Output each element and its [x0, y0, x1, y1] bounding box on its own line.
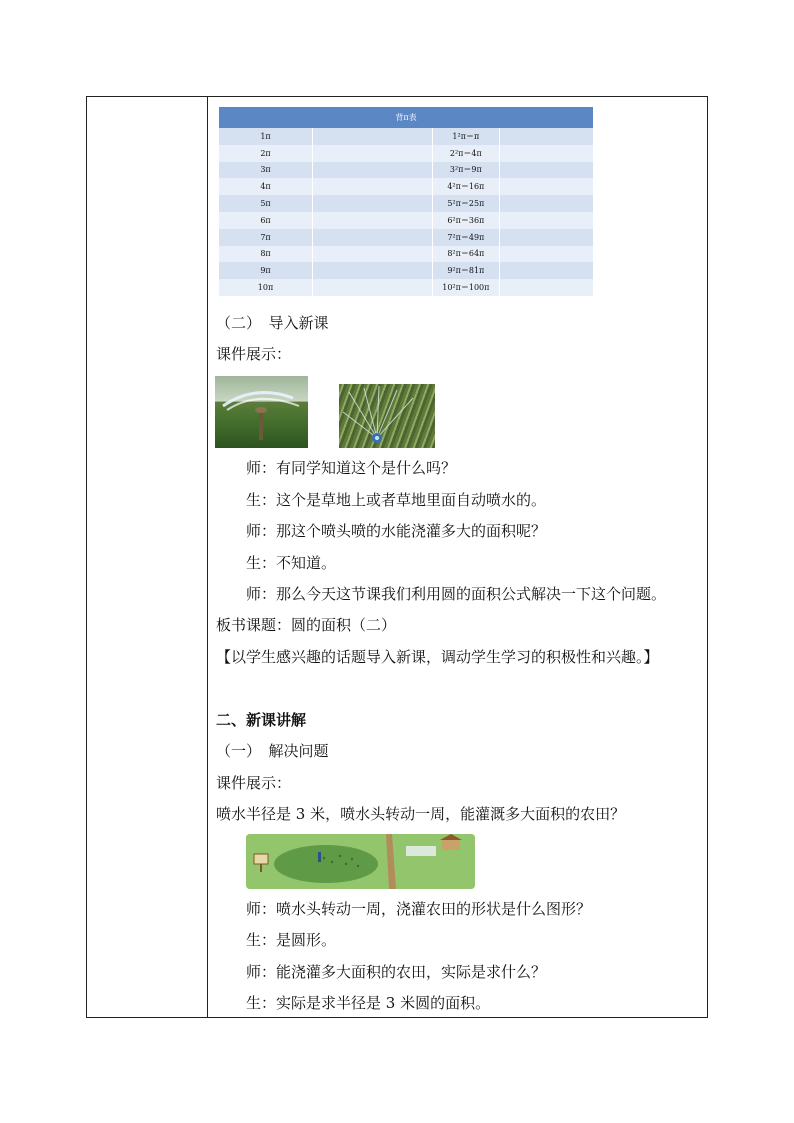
pi-table-row	[219, 212, 593, 229]
pi-empty-cell	[313, 229, 433, 246]
courseware-label-2: 课件展示：	[216, 774, 292, 792]
courseware-label: 课件展示：	[216, 345, 292, 363]
pi-empty-cell	[313, 128, 433, 145]
pi-empty-cell	[313, 246, 433, 263]
pi-table-row	[219, 279, 593, 296]
sprinkler-photo-field	[215, 376, 308, 448]
pi-empty-cell	[313, 279, 433, 296]
dialogue-teacher-3: 师：那么今天这节课我们利用圆的面积公式解决一下这个问题。	[246, 585, 667, 603]
pi-square-cell: 3²π＝9π	[432, 162, 499, 179]
pi-square-cell: 10²π＝100π	[432, 279, 499, 296]
pi-multiple-cell: 5π	[219, 195, 313, 212]
pi-square-cell: 2²π＝4π	[432, 145, 499, 162]
pi-empty-cell	[499, 279, 593, 296]
sprinkler-photo-grass	[339, 384, 435, 448]
pi-empty-cell	[313, 145, 433, 162]
pi-table-row	[219, 178, 593, 195]
dialogue-teacher-2: 师：那这个喷头喷的水能浇灌多大的面积呢？	[246, 522, 547, 540]
pi-square-cell: 1²π＝π	[432, 128, 499, 145]
dialogue-teacher-5: 师：能浇灌多大面积的农田，实际是求什么？	[246, 963, 547, 981]
dialogue-student-2: 生：不知道。	[246, 554, 337, 572]
pi-table-title: 背π表	[219, 107, 593, 128]
pi-table-row	[219, 162, 593, 179]
pi-empty-cell	[313, 195, 433, 212]
pi-square-cell: 4²π＝16π	[432, 178, 499, 195]
dialogue-student-1: 生：这个是草地上或者草地里面自动喷水的。	[246, 491, 547, 509]
pi-table-row	[219, 246, 593, 263]
pi-empty-cell	[313, 212, 433, 229]
pi-multiple-cell: 10π	[219, 279, 313, 296]
design-note: 【以学生感兴趣的话题导入新课，调动学生学习的积极性和兴趣。】	[216, 648, 659, 666]
pi-multiple-cell: 4π	[219, 178, 313, 195]
pi-table-row	[219, 195, 593, 212]
board-title: 板书课题：圆的面积（二）	[216, 616, 397, 634]
pi-table-row	[219, 262, 593, 279]
pi-empty-cell	[499, 128, 593, 145]
pi-multiple-cell: 8π	[219, 246, 313, 263]
pi-multiple-cell: 6π	[219, 212, 313, 229]
pi-multiple-cell: 2π	[219, 145, 313, 162]
pi-table	[219, 107, 593, 296]
pi-empty-cell	[499, 195, 593, 212]
dialogue-student-3: 生：是圆形。	[246, 931, 337, 949]
pi-multiple-cell: 1π	[219, 128, 313, 145]
pi-square-cell: 9²π＝81π	[432, 262, 499, 279]
problem-statement: 喷水半径是 3 米，喷水头转动一周，能灌溉多大面积的农田？	[216, 805, 626, 823]
pi-empty-cell	[499, 145, 593, 162]
pi-square-cell: 5²π＝25π	[432, 195, 499, 212]
pi-empty-cell	[499, 178, 593, 195]
pi-multiple-cell: 9π	[219, 262, 313, 279]
column-divider	[207, 97, 208, 1017]
pi-empty-cell	[499, 162, 593, 179]
pi-empty-cell	[499, 262, 593, 279]
pi-empty-cell	[313, 262, 433, 279]
section-heading-new-lesson: 二、新课讲解	[216, 711, 307, 729]
dialogue-student-4: 生：实际是求半径是 3 米圆的面积。	[246, 994, 491, 1012]
dialogue-teacher-4: 师：喷水头转动一周，浇灌农田的形状是什么图形？	[246, 900, 592, 918]
pi-square-cell: 8²π＝64π	[432, 246, 499, 263]
pi-empty-cell	[499, 229, 593, 246]
pi-square-cell: 6²π＝36π	[432, 212, 499, 229]
dialogue-teacher-1: 师：有同学知道这个是什么吗？	[246, 459, 457, 477]
pi-table-row	[219, 145, 593, 162]
pi-square-cell: 7²π＝49π	[432, 229, 499, 246]
section-heading-intro: （二） 导入新课	[216, 314, 329, 332]
pi-empty-cell	[313, 162, 433, 179]
pi-multiple-cell: 7π	[219, 229, 313, 246]
pi-empty-cell	[499, 212, 593, 229]
pi-table-row	[219, 229, 593, 246]
pi-empty-cell	[499, 246, 593, 263]
subsection-heading-solve: （一） 解决问题	[216, 742, 329, 760]
pi-multiple-cell: 3π	[219, 162, 313, 179]
pi-empty-cell	[313, 178, 433, 195]
farmland-illustration	[246, 834, 475, 889]
pi-table-row	[219, 128, 593, 145]
